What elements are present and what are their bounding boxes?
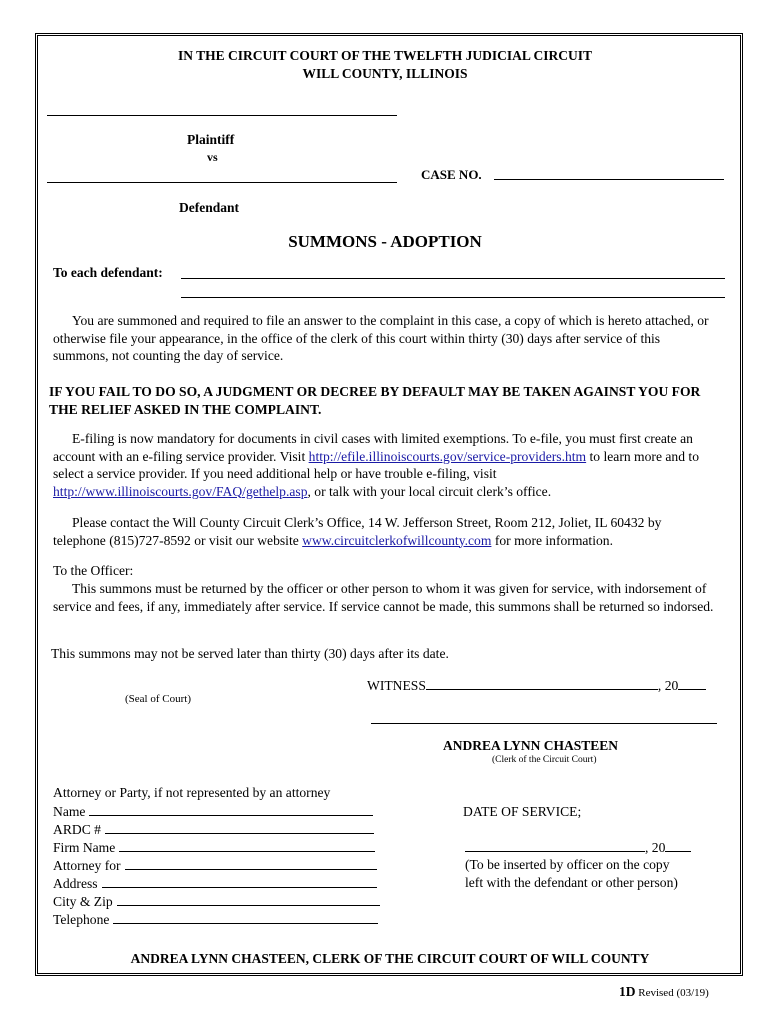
attorney-field-label: Attorney for <box>53 858 121 873</box>
witness-label: WITNESS <box>367 678 426 693</box>
attorney-field-input[interactable] <box>113 911 378 924</box>
witness-year-prefix: , 20 <box>657 678 679 693</box>
plaintiff-label: Plaintiff <box>187 132 235 147</box>
case-number-field[interactable] <box>494 167 724 180</box>
attorney-field-label: ARDC # <box>53 822 101 837</box>
officer-heading: To the Officer: <box>53 563 134 578</box>
gethelp-link[interactable]: http://www.illinoiscourts.gov/FAQ/gethelp.asp <box>53 483 308 499</box>
attorney-field-row <box>53 839 375 856</box>
witness-date-field[interactable] <box>426 677 658 690</box>
attorney-field-input[interactable] <box>125 857 377 870</box>
efiling-text-2: to learn more and to select a service provider. If you need additional help or have trouble e-filing, visit <box>53 448 699 481</box>
officer-paragraph: This summons must be returned by the officer or other person to whom it was given for service, with indorsement of service and fees, if any, immediately after service. If service cannot be made, this summons shall be returned so indorsed. <box>53 581 714 614</box>
footer-clerk-line: ANDREA LYNN CHASTEEN, CLERK OF THE CIRCUIT COURT OF WILL COUNTY <box>130 951 650 966</box>
attorney-heading: Attorney or Party, if not represented by an attorney <box>53 785 331 800</box>
attorney-field-label: Address <box>53 876 98 891</box>
date-of-service-label: DATE OF SERVICE; <box>463 804 582 819</box>
attorney-field-label: City & Zip <box>53 894 113 909</box>
service-date-field[interactable] <box>465 839 645 852</box>
witness-line <box>367 677 706 694</box>
not-later-notice: This summons may not be served later than thirty (30) days after its date. <box>51 646 449 661</box>
to-each-defendant-label: To each defendant: <box>53 265 163 280</box>
summoned-paragraph: You are summoned and required to file an answer to the complaint in this case, a copy of which is hereto attached, or otherwise file your appearance, in the office of the clerk of this court within thirty (30) days after service of this summons, not counting the day of service. <box>53 313 709 363</box>
attorney-field-row <box>53 875 377 892</box>
plaintiff-name-line[interactable] <box>47 115 397 116</box>
seal-of-court-label: (Seal of Court) <box>125 693 191 705</box>
attorney-field-input[interactable] <box>117 893 380 906</box>
contact-text-2: for more information. <box>491 532 613 548</box>
clerk-signature-line[interactable] <box>371 723 717 724</box>
clerk-title: (Clerk of the Circuit Court) <box>492 755 597 765</box>
service-year-field[interactable] <box>665 839 691 852</box>
attorney-field-input[interactable] <box>89 803 373 816</box>
attorney-field-label: Name <box>53 804 86 819</box>
service-year-prefix: , 20 <box>645 840 666 855</box>
attorney-field-label: Firm Name <box>53 840 116 855</box>
vs-label: vs <box>207 150 218 164</box>
attorney-field-input[interactable] <box>105 821 374 834</box>
form-id: 1D <box>619 984 636 999</box>
attorney-field-row <box>53 803 373 820</box>
attorney-field-row <box>53 857 377 874</box>
efile-providers-link[interactable]: http://efile.illinoiscourts.gov/service-providers.htm <box>308 448 587 464</box>
clerk-website-link[interactable]: www.circuitclerkofwillcounty.com <box>302 532 492 548</box>
witness-year-field[interactable] <box>678 677 706 690</box>
attorney-field-row <box>53 821 374 838</box>
attorney-field-row <box>53 893 380 910</box>
efiling-text-1: E-filing is now mandatory for documents in civil cases with limited exemptions. To e-file, you must first create an account with an e-filing service provider. Visit <box>53 431 693 464</box>
attorney-field-input[interactable] <box>119 839 375 852</box>
defendant-name-line[interactable] <box>47 182 397 183</box>
case-no-label: CASE NO. <box>421 167 482 182</box>
defendant-names-field-2[interactable] <box>181 285 725 298</box>
contact-paragraph <box>53 514 713 549</box>
attorney-field-input[interactable] <box>102 875 377 888</box>
court-name-line1: IN THE CIRCUIT COURT OF THE TWELFTH JUDICIAL CIRCUIT <box>177 48 593 63</box>
default-warning: IF YOU FAIL TO DO SO, A JUDGMENT OR DECREE BY DEFAULT MAY BE TAKEN AGAINST YOU FOR THE RELIEF ASKED IN THE COMPLAINT. <box>49 384 701 417</box>
contact-text-1: Please contact the Will County Circuit Clerk’s Office, 14 W. Jefferson Street, Room 212, Joliet, IL 60432 by telephone (815)727-8592 or visit our website <box>53 515 662 548</box>
revised-date: Revised (03/19) <box>638 987 709 999</box>
court-name-line2: WILL COUNTY, ILLINOIS <box>302 66 468 81</box>
service-date-line <box>465 839 691 856</box>
efiling-text-3: , or talk with your local circuit clerk’s office. <box>307 483 552 499</box>
efiling-paragraph <box>53 430 725 500</box>
defendant-label: Defendant <box>179 200 239 215</box>
service-note-line2: left with the defendant or other person) <box>465 875 678 890</box>
form-revision <box>619 984 709 1000</box>
defendant-names-field-1[interactable] <box>181 265 725 279</box>
attorney-field-label: Telephone <box>53 912 110 927</box>
clerk-name: ANDREA LYNN CHASTEEN <box>443 738 619 753</box>
document-title: SUMMONS - ADOPTION <box>288 232 482 251</box>
service-note-line1: (To be inserted by officer on the copy <box>465 857 670 872</box>
attorney-field-row <box>53 911 378 928</box>
